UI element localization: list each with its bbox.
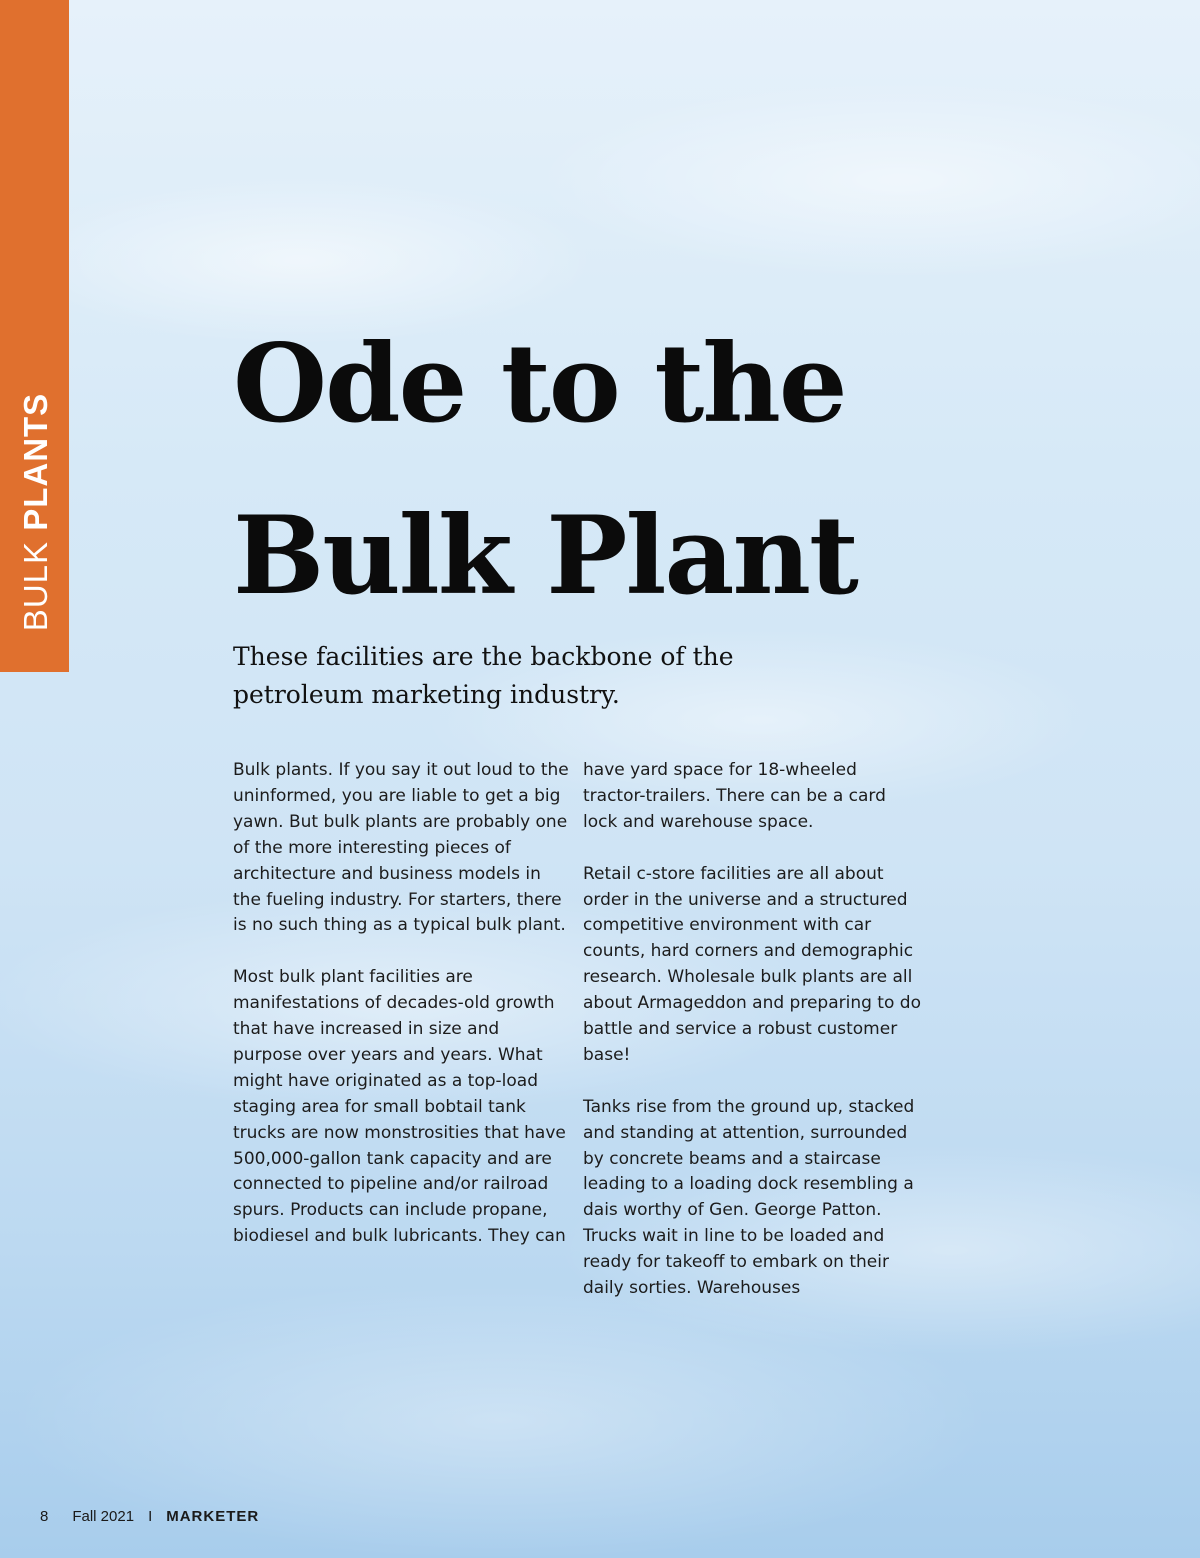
page-number: 8 bbox=[40, 1507, 49, 1525]
article-subtitle: These facilities are the backbone of the petroleum marketing industry. bbox=[233, 642, 734, 709]
body-column-left bbox=[233, 758, 573, 1250]
footer-separator: I bbox=[148, 1507, 153, 1525]
section-label bbox=[17, 393, 55, 631]
paragraph: have yard space for 18-wheeled tractor-trailers. There can be a card lock and warehouse space. bbox=[583, 760, 886, 832]
paragraph: Tanks rise from the ground up, stacked and standing at attention, surrounded by concrete beams and a staircase leading to a loading dock resembling a dais worthy of Gen. George Patton. Trucks wait in line to be loaded and ready for takeoff to embark on their daily sorties. Warehouses bbox=[583, 1096, 915, 1299]
page-footer bbox=[40, 1505, 259, 1527]
section-label-word2: PLANTS bbox=[17, 392, 54, 531]
section-tab bbox=[0, 0, 69, 672]
issue-date: Fall 2021 bbox=[72, 1507, 135, 1525]
paragraph: Retail c-store facilities are all about order in the universe and a structured competitive environment with car counts, hard corners and demographic research. Wholesale bulk plants are all about Armageddon and preparing to do battle and service a robust customer base! bbox=[583, 863, 921, 1065]
publication-logo: MARKETER bbox=[166, 1507, 260, 1525]
article-title-line1: Ode to the bbox=[233, 321, 846, 447]
paragraph: Bulk plants. If you say it out loud to the uninformed, you are liable to get a big yawn. But bulk plants are probably one of the more interesting pieces of architecture and business models in the fueling industry. For starters, there is no such thing as a typical bulk plant. bbox=[233, 760, 569, 936]
article-title-line2: Bulk Plant bbox=[233, 493, 857, 619]
body-column-right bbox=[583, 758, 923, 1302]
paragraph: Most bulk plant facilities are manifestations of decades-old growth that have increased in size and purpose over years and years. What might have originated as a top-load staging area for small bobtail tank trucks are now monstrosities that have 500,000-gallon tank capacity and are connected to pipeline and/or railroad spurs. Products can include propane, biodiesel and bulk lubricants. They can bbox=[233, 967, 566, 1247]
section-label-word1: BULK bbox=[17, 540, 54, 632]
article-title bbox=[233, 298, 1133, 642]
